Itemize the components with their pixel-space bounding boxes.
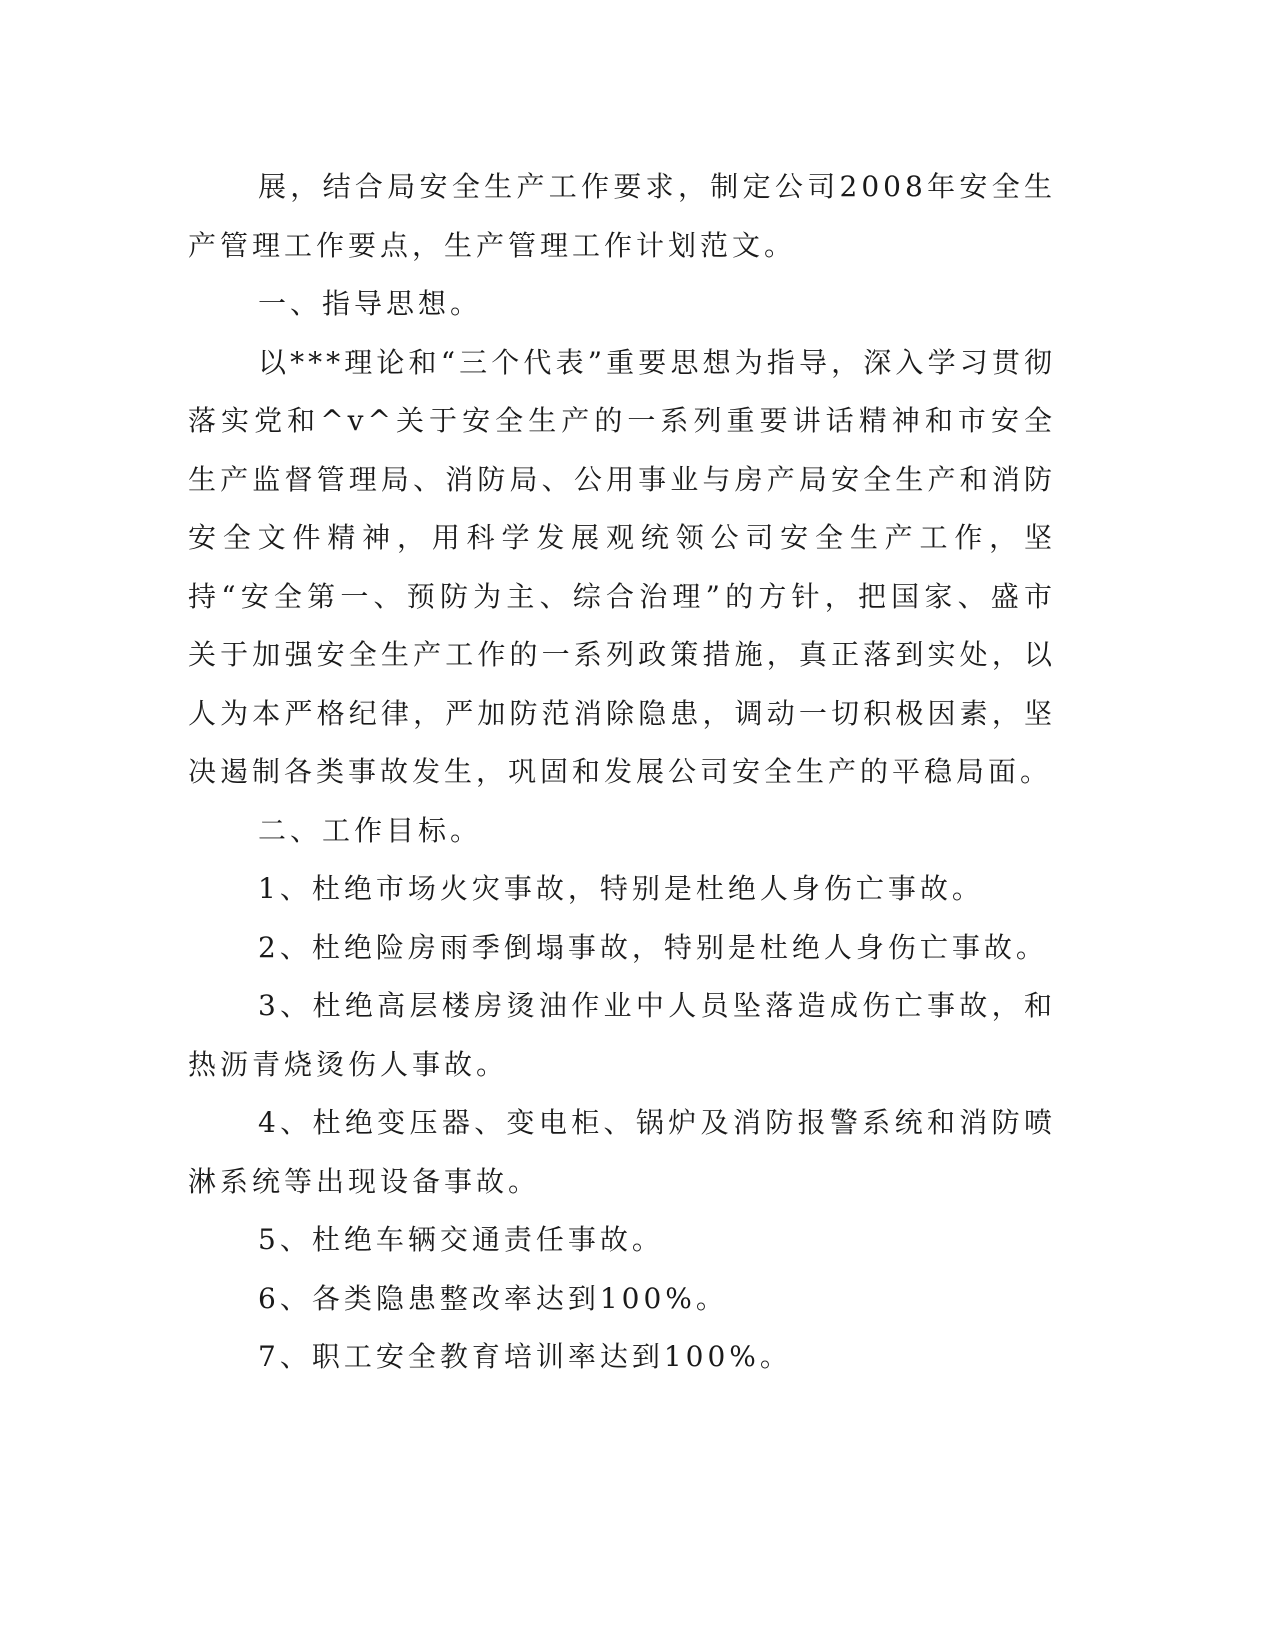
goal-item-3: 3、杜绝高层楼房烫油作业中人员坠落造成伤亡事故，和热沥青烧烫伤人事故。 bbox=[188, 989, 1056, 1081]
goal-item-4: 4、杜绝变压器、变电柜、锅炉及消防报警系统和消防喷淋系统等出现设备事故。 bbox=[188, 1106, 1056, 1198]
goal-item-6: 6、各类隐患整改率达到100%。 bbox=[258, 1281, 728, 1315]
heading-work-goals: 二、工作目标。 bbox=[258, 813, 483, 847]
paragraph-intro: 展，结合局安全生产工作要求，制定公司2008年安全生产管理工作要点，生产管理工作计划范文。 bbox=[188, 170, 1056, 262]
goal-item-7: 7、职工安全教育培训率达到100%。 bbox=[258, 1340, 792, 1373]
document-body bbox=[188, 158, 1056, 1387]
goal-item-5: 5、杜绝车辆交通责任事故。 bbox=[258, 1223, 664, 1256]
goal-item-1: 1、杜绝市场火灾事故，特别是杜绝人身伤亡事故。 bbox=[258, 872, 984, 905]
paragraph-guiding-ideology: 以***理论和“三个代表”重要思想为指导，深入学习贯彻落实党和^v^关于安全生产的一系列重要讲话精神和市安全生产监督管理局、消防局、公用事业与房产局安全生产和消防安全文件精神，用科学发展观统领公司安全生产工作，坚持“安全第一、预防为主、综合治理”的方针，把国家、盛市关于加强安全生产工作的一系列政策措施，真正落到实处，以人为本严格纪律，严加防范消除隐患，调动一切积极因素，坚决遏制各类事故发生，巩固和发展公司安全生产的平稳局面。 bbox=[188, 345, 1056, 788]
goal-item-2: 2、杜绝险房雨季倒塌事故，特别是杜绝人身伤亡事故。 bbox=[258, 930, 1048, 964]
heading-guiding-ideology: 一、指导思想。 bbox=[258, 287, 483, 320]
